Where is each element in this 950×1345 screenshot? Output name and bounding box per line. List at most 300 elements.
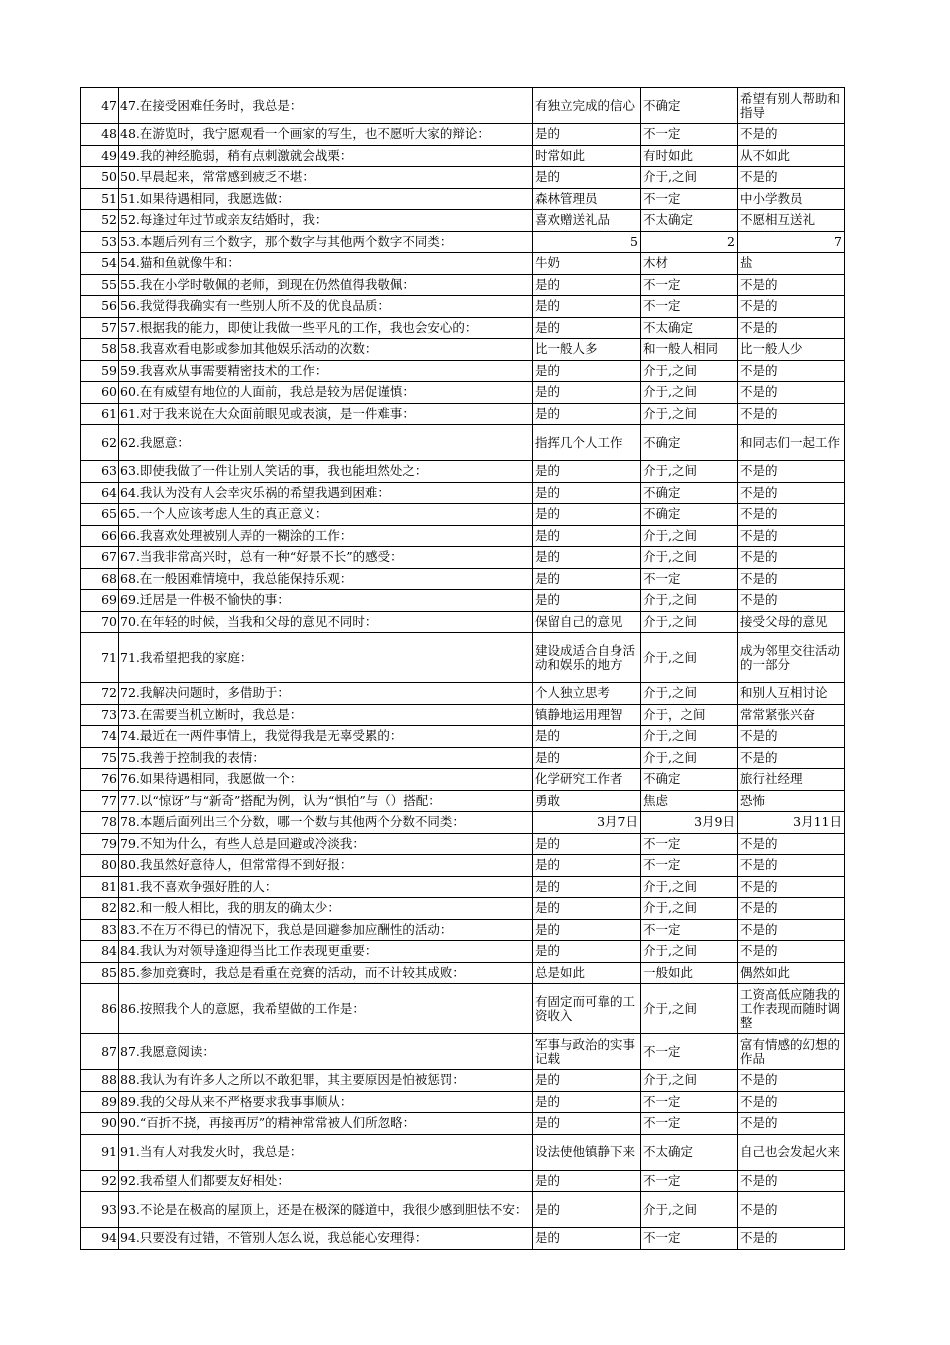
row-number-text: 87 bbox=[101, 1044, 117, 1059]
option-b-cell bbox=[641, 590, 738, 612]
option-c-cell bbox=[738, 210, 845, 232]
option-c-cell bbox=[738, 962, 845, 984]
row-number-cell bbox=[81, 898, 119, 920]
row-number-text: 92 bbox=[101, 1173, 117, 1188]
option-c-text: 不是的 bbox=[740, 1116, 778, 1131]
question-text: 77.以“惊讶”与“新奇”搭配为例，认为“惧怕”与（）搭配： bbox=[120, 793, 441, 808]
table-row bbox=[81, 124, 845, 146]
option-b-cell bbox=[641, 210, 738, 232]
option-b-text: 不一定 bbox=[643, 127, 681, 142]
question-text: 93.不论是在极高的屋顶上，还是在极深的隧道中，我很少感到胆怯不安： bbox=[120, 1202, 528, 1217]
option-c-cell bbox=[738, 425, 845, 461]
question-cell bbox=[119, 1034, 533, 1070]
table-row bbox=[81, 360, 845, 382]
table-row bbox=[81, 611, 845, 633]
option-b-cell bbox=[641, 360, 738, 382]
question-text: 92.我希望人们都要友好相处： bbox=[120, 1173, 290, 1188]
option-c-cell bbox=[738, 547, 845, 569]
question-cell bbox=[119, 790, 533, 812]
table-row bbox=[81, 317, 845, 339]
question-text: 50.早晨起来，常常感到疲乏不堪： bbox=[120, 170, 315, 185]
option-a-text: 是的 bbox=[535, 593, 561, 608]
option-c-cell bbox=[738, 167, 845, 189]
table-row bbox=[81, 1091, 845, 1113]
option-b-text: 不确定 bbox=[643, 98, 681, 113]
option-c-cell bbox=[738, 590, 845, 612]
option-b-cell bbox=[641, 1228, 738, 1250]
table-row bbox=[81, 1113, 845, 1135]
row-number-text: 47 bbox=[101, 98, 117, 113]
question-text: 60.在有威望有地位的人面前，我总是较为居促谨慎： bbox=[120, 385, 415, 400]
question-cell bbox=[119, 1170, 533, 1192]
question-text: 47.在接受困难任务时，我总是： bbox=[120, 98, 303, 113]
table-row bbox=[81, 188, 845, 210]
question-cell bbox=[119, 1091, 533, 1113]
option-a-cell bbox=[533, 833, 641, 855]
question-cell bbox=[119, 633, 533, 683]
question-cell bbox=[119, 167, 533, 189]
option-c-cell bbox=[738, 919, 845, 941]
option-b-text: 焦虑 bbox=[643, 793, 669, 808]
row-number-text: 65 bbox=[101, 507, 117, 522]
row-number-cell bbox=[81, 317, 119, 339]
question-text: 73.在需要当机立断时，我总是： bbox=[120, 707, 303, 722]
option-c-text: 比一般人少 bbox=[740, 342, 803, 357]
option-b-text: 和一般人相同 bbox=[643, 342, 719, 357]
option-c-cell bbox=[738, 855, 845, 877]
row-number-text: 71 bbox=[101, 650, 117, 665]
question-text: 74.最近在一两件事情上，我觉得我是无辜受累的： bbox=[120, 729, 403, 744]
row-number-cell bbox=[81, 1170, 119, 1192]
option-c-cell bbox=[738, 704, 845, 726]
option-a-cell bbox=[533, 812, 641, 834]
option-b-cell bbox=[641, 124, 738, 146]
option-a-cell bbox=[533, 1113, 641, 1135]
row-number-text: 85 bbox=[101, 965, 117, 980]
option-c-text: 不是的 bbox=[740, 593, 778, 608]
option-a-cell bbox=[533, 210, 641, 232]
row-number-cell bbox=[81, 790, 119, 812]
option-a-text: 是的 bbox=[535, 363, 561, 378]
row-number-cell bbox=[81, 88, 119, 124]
option-b-cell bbox=[641, 568, 738, 590]
option-b-text: 不太确定 bbox=[643, 320, 694, 335]
option-b-text: 介于,之间 bbox=[643, 464, 697, 479]
option-b-cell bbox=[641, 547, 738, 569]
option-a-cell bbox=[533, 124, 641, 146]
table-row bbox=[81, 403, 845, 425]
option-a-cell bbox=[533, 461, 641, 483]
table-row bbox=[81, 568, 845, 590]
question-cell bbox=[119, 1113, 533, 1135]
table-row bbox=[81, 790, 845, 812]
row-number-text: 56 bbox=[101, 299, 117, 314]
question-text: 75.我善于控制我的表情： bbox=[120, 750, 265, 765]
row-number-text: 61 bbox=[101, 406, 117, 421]
option-b-text: 不一定 bbox=[643, 277, 681, 292]
option-c-text: 不是的 bbox=[740, 406, 778, 421]
option-c-text: 不是的 bbox=[740, 528, 778, 543]
table-row bbox=[81, 941, 845, 963]
option-a-cell bbox=[533, 876, 641, 898]
option-c-cell bbox=[738, 683, 845, 705]
option-b-cell bbox=[641, 296, 738, 318]
option-a-text: 是的 bbox=[535, 1073, 561, 1088]
table-row bbox=[81, 210, 845, 232]
option-a-text: 保留自己的意见 bbox=[535, 614, 623, 629]
option-a-cell bbox=[533, 425, 641, 461]
option-b-cell bbox=[641, 812, 738, 834]
row-number-text: 75 bbox=[101, 750, 117, 765]
option-c-cell bbox=[738, 360, 845, 382]
row-number-cell bbox=[81, 876, 119, 898]
option-c-text: 旅行社经理 bbox=[740, 772, 803, 787]
option-a-text: 是的 bbox=[535, 571, 561, 586]
question-cell bbox=[119, 611, 533, 633]
option-b-text: 不一定 bbox=[643, 836, 681, 851]
questionnaire-table bbox=[80, 87, 845, 1250]
option-c-text: 不是的 bbox=[740, 729, 778, 744]
option-b-cell bbox=[641, 898, 738, 920]
option-b-cell bbox=[641, 403, 738, 425]
question-text: 61.对于我来说在大众面前眼见或表演，是一件难事： bbox=[120, 406, 415, 421]
question-text: 58.我喜欢看电影或参加其他娱乐活动的次数： bbox=[120, 342, 378, 357]
option-b-text: 不太确定 bbox=[643, 1145, 694, 1159]
option-c-text: 不是的 bbox=[740, 127, 778, 142]
option-b-text: 介于,之间 bbox=[643, 1073, 697, 1088]
option-a-text: 是的 bbox=[535, 1094, 561, 1109]
table-row bbox=[81, 145, 845, 167]
option-b-text: 介于,之间 bbox=[643, 686, 697, 701]
row-number-text: 91 bbox=[101, 1145, 117, 1159]
row-number-text: 69 bbox=[101, 593, 117, 608]
row-number-cell bbox=[81, 188, 119, 210]
option-c-cell bbox=[738, 941, 845, 963]
option-c-text: 不是的 bbox=[740, 750, 778, 765]
question-text: 51.如果待遇相同，我愿选做： bbox=[120, 191, 290, 206]
question-text: 64.我认为没有人会幸灾乐祸的希望我遇到困难： bbox=[120, 485, 390, 500]
question-cell bbox=[119, 124, 533, 146]
table-row bbox=[81, 590, 845, 612]
option-b-cell bbox=[641, 425, 738, 461]
option-a-text: 是的 bbox=[535, 507, 561, 522]
row-number-cell bbox=[81, 747, 119, 769]
question-cell bbox=[119, 769, 533, 791]
question-cell bbox=[119, 231, 533, 253]
option-a-cell bbox=[533, 1091, 641, 1113]
row-number-cell bbox=[81, 683, 119, 705]
option-c-cell bbox=[738, 1091, 845, 1113]
option-b-text: 2 bbox=[727, 234, 735, 249]
row-number-text: 82 bbox=[101, 901, 117, 916]
option-b-text: 不确定 bbox=[643, 507, 681, 522]
option-b-cell bbox=[641, 1070, 738, 1092]
row-number-cell bbox=[81, 1091, 119, 1113]
table-row bbox=[81, 167, 845, 189]
option-b-cell bbox=[641, 525, 738, 547]
question-cell bbox=[119, 461, 533, 483]
question-cell bbox=[119, 568, 533, 590]
row-number-text: 63 bbox=[101, 464, 117, 479]
option-a-cell bbox=[533, 403, 641, 425]
option-a-text: 喜欢赠送礼品 bbox=[535, 213, 611, 228]
row-number-text: 94 bbox=[101, 1231, 117, 1246]
option-c-cell bbox=[738, 339, 845, 361]
option-c-cell bbox=[738, 984, 845, 1034]
option-a-text: 是的 bbox=[535, 1116, 561, 1131]
question-cell bbox=[119, 726, 533, 748]
option-c-text: 不是的 bbox=[740, 1094, 778, 1109]
option-b-text: 不一定 bbox=[643, 191, 681, 206]
option-b-text: 不一定 bbox=[643, 1094, 681, 1109]
option-b-text: 介于,之间 bbox=[643, 1202, 697, 1217]
question-text: 89.我的父母从来不严格要求我事事顺从： bbox=[120, 1094, 353, 1109]
option-a-text: 是的 bbox=[535, 277, 561, 292]
option-b-cell bbox=[641, 88, 738, 124]
question-text: 53.本题后列有三个数字，那个数字与其他两个数字不同类： bbox=[120, 234, 453, 249]
question-cell bbox=[119, 941, 533, 963]
option-a-text: 是的 bbox=[535, 320, 561, 335]
option-b-text: 介于,之间 bbox=[643, 944, 697, 959]
row-number-cell bbox=[81, 253, 119, 275]
option-b-text: 介于,之间 bbox=[643, 901, 697, 916]
option-c-text: 不是的 bbox=[740, 571, 778, 586]
option-c-cell bbox=[738, 317, 845, 339]
option-c-text: 中小学教员 bbox=[740, 191, 803, 206]
option-a-text: 是的 bbox=[535, 170, 561, 185]
table-row bbox=[81, 855, 845, 877]
question-text: 79.不知为什么，有些人总是回避或冷淡我： bbox=[120, 836, 365, 851]
option-c-cell bbox=[738, 296, 845, 318]
option-b-cell bbox=[641, 1034, 738, 1070]
option-b-cell bbox=[641, 611, 738, 633]
row-number-cell bbox=[81, 1192, 119, 1228]
option-a-cell bbox=[533, 145, 641, 167]
question-text: 71.我希望把我的家庭： bbox=[120, 650, 253, 665]
option-b-cell bbox=[641, 833, 738, 855]
option-a-cell bbox=[533, 769, 641, 791]
row-number-text: 53 bbox=[101, 234, 117, 249]
table-row bbox=[81, 747, 845, 769]
option-c-text: 不是的 bbox=[740, 299, 778, 314]
option-c-text: 不是的 bbox=[740, 485, 778, 500]
option-c-cell bbox=[738, 403, 845, 425]
row-number-cell bbox=[81, 525, 119, 547]
option-a-text: 是的 bbox=[535, 879, 561, 894]
option-c-text: 从不如此 bbox=[740, 148, 791, 163]
question-cell bbox=[119, 984, 533, 1034]
table-row bbox=[81, 382, 845, 404]
option-a-cell bbox=[533, 339, 641, 361]
option-b-cell bbox=[641, 984, 738, 1034]
row-number-text: 49 bbox=[101, 148, 117, 163]
option-a-cell bbox=[533, 611, 641, 633]
row-number-text: 80 bbox=[101, 858, 117, 873]
option-b-cell bbox=[641, 633, 738, 683]
question-text: 65.一个人应该考虑人生的真正意义： bbox=[120, 507, 328, 522]
option-b-text: 不太确定 bbox=[643, 213, 694, 228]
option-b-cell bbox=[641, 1134, 738, 1170]
option-b-cell bbox=[641, 1170, 738, 1192]
row-number-cell bbox=[81, 339, 119, 361]
row-number-text: 58 bbox=[101, 342, 117, 357]
option-b-text: 介于,之间 bbox=[643, 550, 697, 565]
option-b-text: 不一定 bbox=[643, 299, 681, 314]
question-text: 76.如果待遇相同，我愿做一个： bbox=[120, 772, 303, 787]
option-b-text: 介于,之间 bbox=[643, 750, 697, 765]
question-text: 80.我虽然好意待人，但常常得不到好报： bbox=[120, 858, 353, 873]
option-b-cell bbox=[641, 382, 738, 404]
option-c-text: 自己也会发起火来 bbox=[740, 1145, 841, 1159]
option-c-cell bbox=[738, 1134, 845, 1170]
row-number-cell bbox=[81, 504, 119, 526]
option-a-cell bbox=[533, 790, 641, 812]
question-text: 72.我解决问题时，多借助于： bbox=[120, 686, 290, 701]
option-a-text: 5 bbox=[630, 234, 638, 249]
row-number-text: 73 bbox=[101, 707, 117, 722]
question-text: 84.我认为对领导逢迎得当比工作表现更重要： bbox=[120, 944, 378, 959]
option-c-cell bbox=[738, 812, 845, 834]
option-b-cell bbox=[641, 461, 738, 483]
option-b-cell bbox=[641, 683, 738, 705]
option-b-cell bbox=[641, 704, 738, 726]
option-a-text: 是的 bbox=[535, 922, 561, 937]
question-cell bbox=[119, 88, 533, 124]
table-row bbox=[81, 919, 845, 941]
row-number-text: 93 bbox=[101, 1202, 117, 1217]
question-cell bbox=[119, 210, 533, 232]
option-b-cell bbox=[641, 145, 738, 167]
option-a-text: 设法使他镇静下来 bbox=[535, 1145, 636, 1159]
table-row bbox=[81, 504, 845, 526]
option-a-text: 是的 bbox=[535, 406, 561, 421]
table-row bbox=[81, 1034, 845, 1070]
question-text: 90.“百折不挠，再接再厉”的精神常常被人们所忽略： bbox=[120, 1116, 416, 1131]
row-number-text: 59 bbox=[101, 363, 117, 378]
option-c-text: 不是的 bbox=[740, 320, 778, 335]
row-number-cell bbox=[81, 812, 119, 834]
question-cell bbox=[119, 188, 533, 210]
question-cell bbox=[119, 1228, 533, 1250]
option-a-cell bbox=[533, 1228, 641, 1250]
question-text: 63.即使我做了一件让别人笑话的事，我也能坦然处之： bbox=[120, 464, 428, 479]
option-b-text: 不确定 bbox=[643, 435, 681, 450]
question-text: 54.猫和鱼就像牛和： bbox=[120, 256, 240, 271]
option-c-cell bbox=[738, 769, 845, 791]
option-b-text: 不一定 bbox=[643, 1116, 681, 1131]
table-row bbox=[81, 704, 845, 726]
table-row bbox=[81, 1228, 845, 1250]
option-b-text: 介于,之间 bbox=[643, 1001, 697, 1016]
option-a-cell bbox=[533, 1170, 641, 1192]
option-a-text: 牛奶 bbox=[535, 256, 561, 271]
option-c-cell bbox=[738, 833, 845, 855]
option-b-text: 一般如此 bbox=[643, 965, 694, 980]
option-c-text: 不是的 bbox=[740, 170, 778, 185]
question-cell bbox=[119, 403, 533, 425]
option-b-text: 介于,之间 bbox=[643, 614, 697, 629]
option-c-text: 不是的 bbox=[740, 901, 778, 916]
option-c-text: 和同志们一起工作 bbox=[740, 435, 841, 450]
question-text: 49.我的神经脆弱，稍有点刺激就会战栗： bbox=[120, 148, 353, 163]
row-number-cell bbox=[81, 633, 119, 683]
option-c-cell bbox=[738, 231, 845, 253]
option-c-cell bbox=[738, 876, 845, 898]
row-number-text: 64 bbox=[101, 485, 117, 500]
row-number-cell bbox=[81, 167, 119, 189]
question-cell bbox=[119, 317, 533, 339]
option-a-text: 总是如此 bbox=[535, 965, 586, 980]
table-row bbox=[81, 253, 845, 275]
table-row bbox=[81, 1170, 845, 1192]
question-text: 86.按照我个人的意愿，我希望做的工作是： bbox=[120, 1001, 365, 1016]
option-c-text: 常常紧张兴奋 bbox=[740, 707, 816, 722]
option-a-text: 比一般人多 bbox=[535, 342, 598, 357]
option-a-cell bbox=[533, 167, 641, 189]
option-b-cell bbox=[641, 962, 738, 984]
option-c-cell bbox=[738, 747, 845, 769]
row-number-text: 83 bbox=[101, 922, 117, 937]
option-c-text: 希望有别人帮助和指导 bbox=[740, 91, 841, 120]
option-c-cell bbox=[738, 461, 845, 483]
option-c-cell bbox=[738, 726, 845, 748]
row-number-text: 68 bbox=[101, 571, 117, 586]
question-text: 55.我在小学时敬佩的老师，到现在仍然值得我敬佩： bbox=[120, 277, 415, 292]
question-text: 78.本题后面列出三个分数，哪一个数与其他两个分数不同类： bbox=[120, 815, 465, 830]
row-number-cell bbox=[81, 855, 119, 877]
option-b-text: 木材 bbox=[643, 256, 669, 271]
option-b-cell bbox=[641, 482, 738, 504]
option-c-cell bbox=[738, 1070, 845, 1092]
option-b-cell bbox=[641, 747, 738, 769]
table-row bbox=[81, 1192, 845, 1228]
option-a-cell bbox=[533, 525, 641, 547]
option-a-text: 指挥几个人工作 bbox=[535, 435, 623, 450]
row-number-cell bbox=[81, 704, 119, 726]
option-a-text: 是的 bbox=[535, 127, 561, 142]
row-number-text: 60 bbox=[101, 385, 117, 400]
option-c-cell bbox=[738, 790, 845, 812]
option-c-text: 和别人互相讨论 bbox=[740, 686, 828, 701]
row-number-text: 76 bbox=[101, 772, 117, 787]
row-number-cell bbox=[81, 1228, 119, 1250]
option-c-cell bbox=[738, 568, 845, 590]
option-c-cell bbox=[738, 482, 845, 504]
question-cell bbox=[119, 145, 533, 167]
option-c-text: 不是的 bbox=[740, 385, 778, 400]
option-c-text: 不是的 bbox=[740, 879, 778, 894]
row-number-cell bbox=[81, 611, 119, 633]
table-row bbox=[81, 984, 845, 1034]
option-a-cell bbox=[533, 317, 641, 339]
option-b-text: 介于,之间 bbox=[643, 593, 697, 608]
option-b-cell bbox=[641, 339, 738, 361]
table-row bbox=[81, 274, 845, 296]
row-number-cell bbox=[81, 941, 119, 963]
row-number-text: 90 bbox=[101, 1116, 117, 1131]
option-a-text: 个人独立思考 bbox=[535, 686, 611, 701]
option-a-text: 有固定而可靠的工资收入 bbox=[535, 994, 636, 1023]
option-a-text: 是的 bbox=[535, 750, 561, 765]
option-b-text: 不一定 bbox=[643, 1231, 681, 1246]
row-number-text: 52 bbox=[101, 213, 117, 228]
option-c-cell bbox=[738, 1192, 845, 1228]
option-c-text: 富有情感的幻想的作品 bbox=[740, 1037, 841, 1066]
question-cell bbox=[119, 547, 533, 569]
question-cell bbox=[119, 747, 533, 769]
row-number-text: 89 bbox=[101, 1094, 117, 1109]
option-b-text: 介于,之间 bbox=[643, 363, 697, 378]
